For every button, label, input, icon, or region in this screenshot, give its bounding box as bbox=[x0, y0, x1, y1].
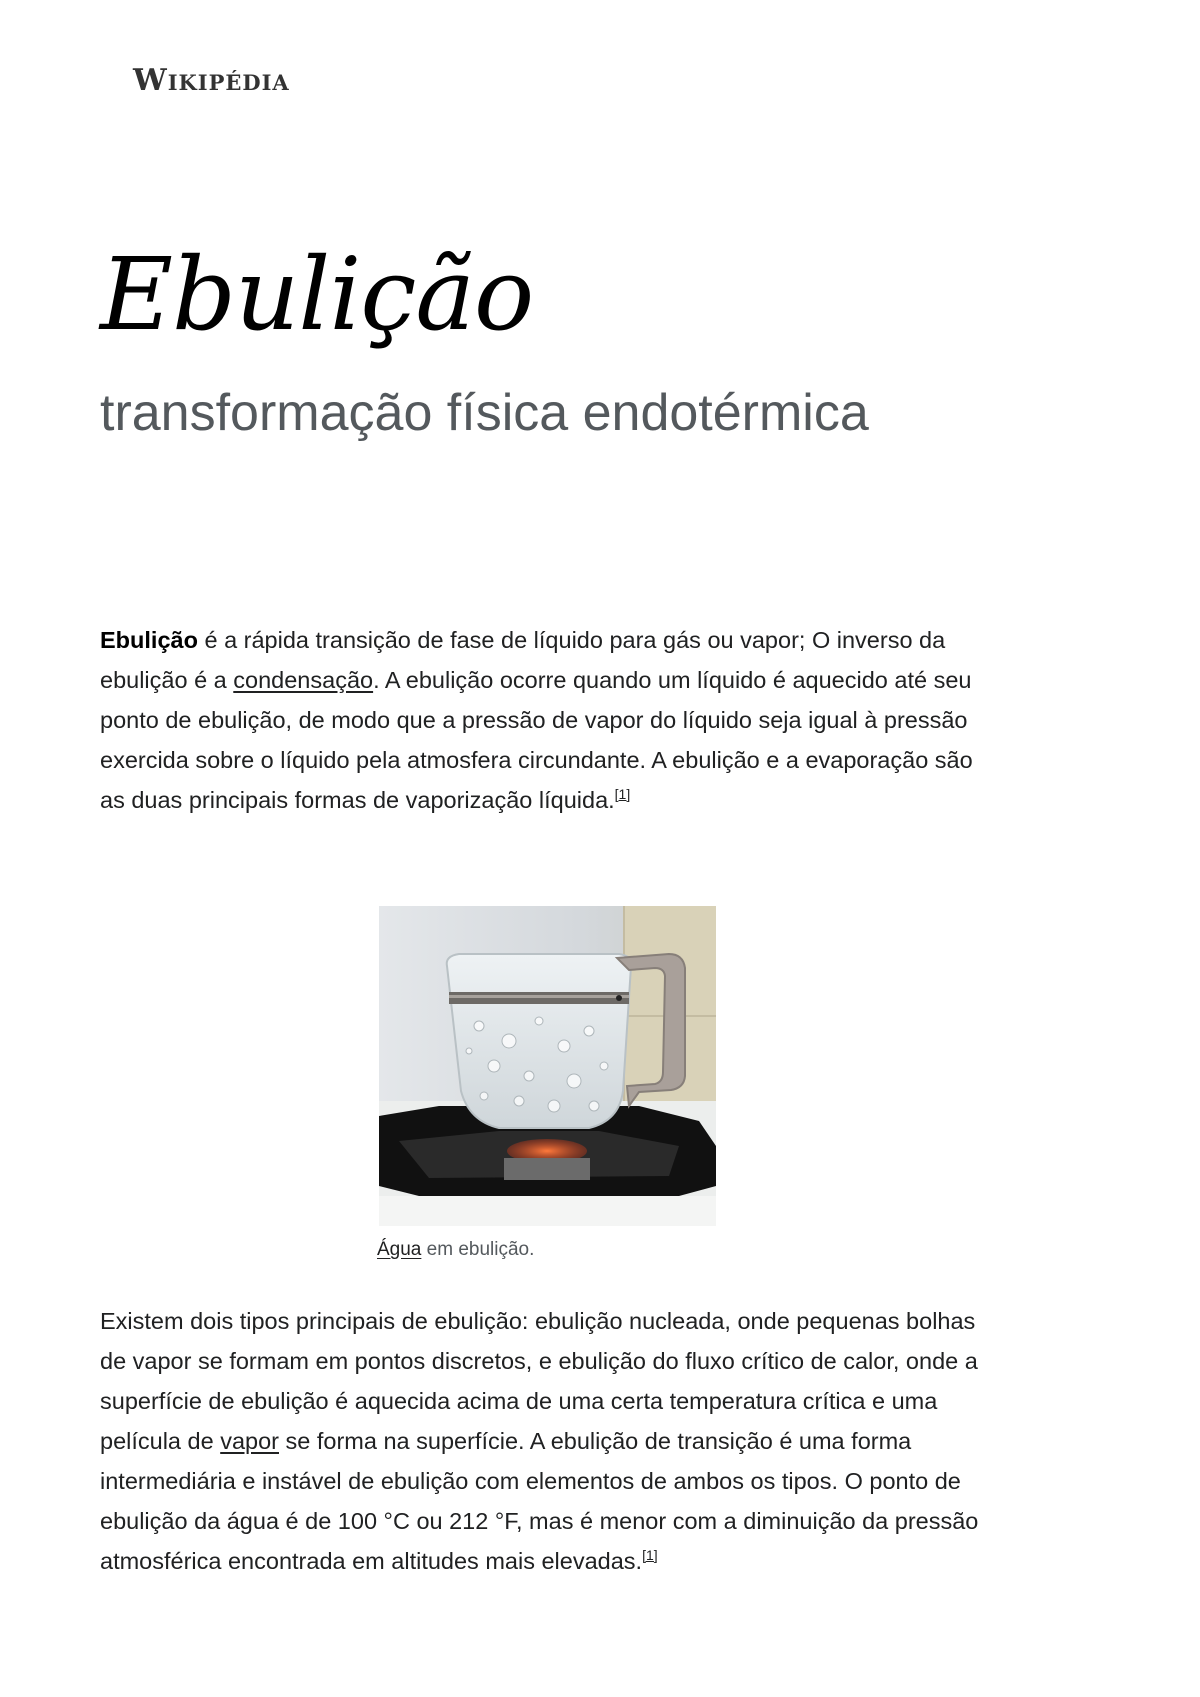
caption-text: em ebulição. bbox=[421, 1239, 535, 1260]
paragraph-text: se forma na superfície. A ebulição de transição é uma forma intermediária e instável de ebulição com elementos de ambos os tipos. O ponto de ebulição da água é de 100 °C ou 212 °F, mas é menor com a diminuição da pressão atmosférica encontrada em altitudes mais elevadas. bbox=[100, 1428, 979, 1574]
boiling-water-image[interactable] bbox=[379, 906, 716, 1226]
intro-paragraph bbox=[100, 620, 1000, 820]
wikipedia-logo[interactable]: Wikipédia bbox=[133, 63, 290, 98]
paragraph-text: Existem dois tipos principais de ebulição: ebulição nucleada, onde pequenas bolhas de vapor se formam em pontos discretos, e ebulição do fluxo crítico de calor, onde a superfície de ebulição é aquecida acima de uma certa temperatura crítica e uma película de bbox=[100, 1308, 978, 1454]
reference-link[interactable]: [1] bbox=[614, 786, 631, 803]
page-title: Ebulição bbox=[100, 236, 534, 353]
link-condensacao[interactable]: condensação bbox=[233, 667, 374, 693]
types-paragraph bbox=[100, 1301, 1000, 1581]
reference-superscript bbox=[615, 786, 631, 802]
image-caption bbox=[377, 1238, 534, 1263]
bold-term: Ebulição bbox=[100, 627, 198, 653]
link-vapor[interactable]: vapor bbox=[220, 1428, 279, 1454]
paragraph-text: é a rápida transição de fase de líquido para gás ou vapor; O inverso da ebulição é a bbox=[100, 627, 946, 693]
boiling-water-photo bbox=[379, 906, 716, 1226]
paragraph-text: . A ebulição ocorre quando um líquido é aquecido até seu ponto de ebulição, de modo que a pressão de vapor do líquido seja igual à pressão exercida sobre o líquido pela atmosfera circundante. A ebulição e a evaporação são as duas principais formas de vaporização líquida. bbox=[100, 667, 973, 813]
page-subtitle: transformação física endotérmica bbox=[100, 384, 869, 442]
link-agua[interactable]: Água bbox=[377, 1239, 422, 1260]
reference-link[interactable]: [1] bbox=[642, 1547, 658, 1564]
reference-superscript bbox=[642, 1547, 658, 1563]
